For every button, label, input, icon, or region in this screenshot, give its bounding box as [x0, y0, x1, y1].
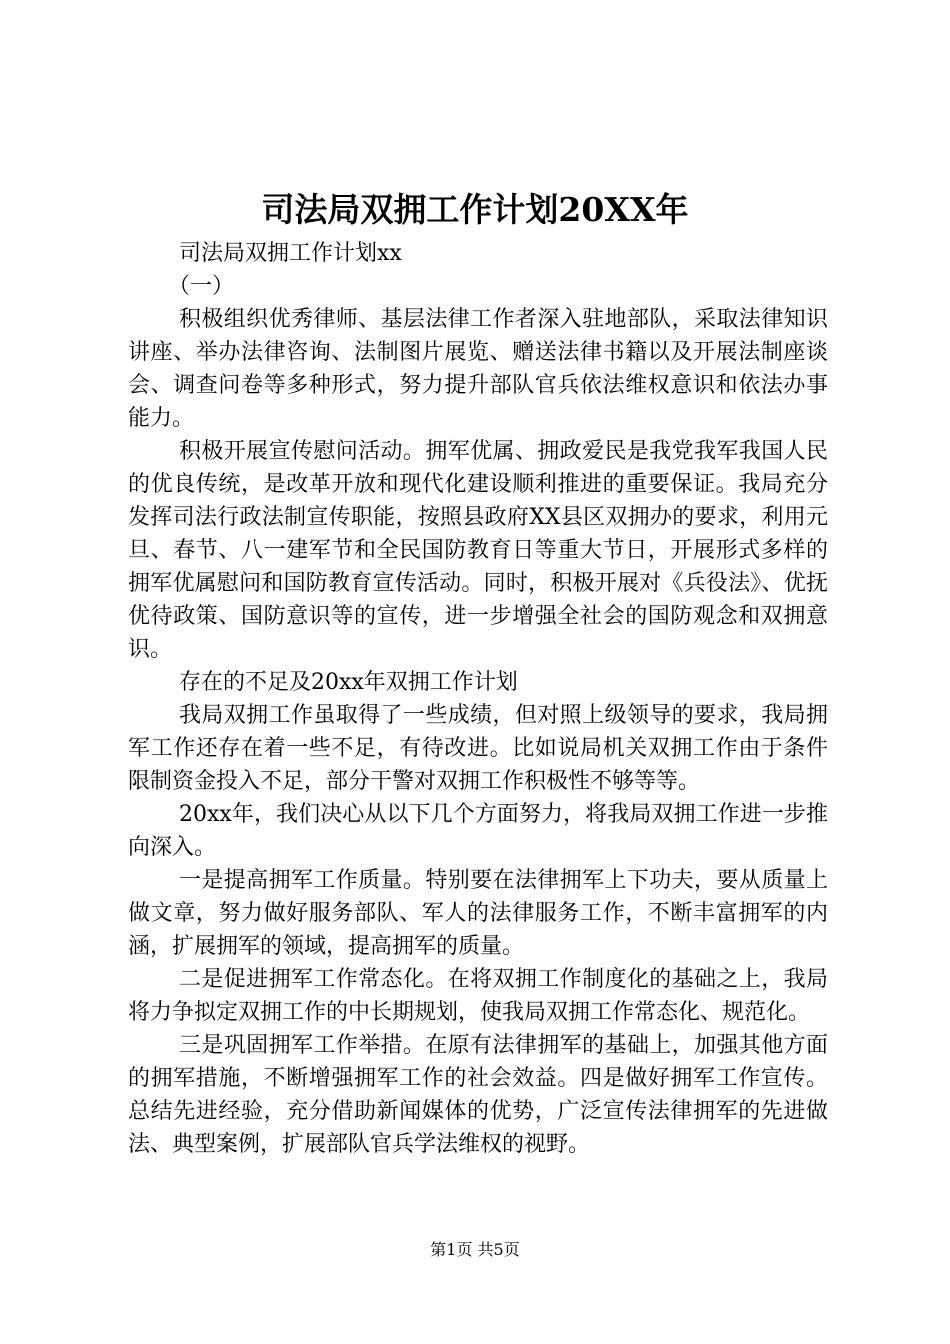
- body-paragraph: 20xx年，我们决心从以下几个方面努力，将我局双拥工作进一步推向深入。: [128, 802, 828, 860]
- section-heading: 存在的不足及20xx年双拥工作计划: [179, 670, 518, 695]
- body-paragraph: 积极开展宣传慰问活动。拥军优属、拥政爱民是我党我军我国人民的优良传统，是改革开放和现代化建设顺利推进的重要保证。我局充分发挥司法行政法制宣传职能，按照县政府XX县区双拥办的要求，利用元旦、春节、八一建军节和全民国防教育日等重大节日，开展形式多样的拥军优属慰问和国防教育宣传活动。同时，积极开展对《兵役法》、优抚优待政策、国防意识等的宣传，进一步增强全社会的国防观念和双拥意识。: [128, 439, 828, 662]
- subtitle-paragraph: 司法局双拥工作计划xx: [179, 241, 402, 266]
- body-paragraph: 一是提高拥军工作质量。特别要在法律拥军上下功夫，要从质量上做文章，努力做好服务部队、军人的法律服务工作，不断丰富拥军的内涵，扩展拥军的领域，提高拥军的质量。: [128, 868, 828, 959]
- body-paragraph: 二是促进拥军工作常态化。在将双拥工作制度化的基础之上，我局将力争拟定双拥工作的中长期规划，使我局双拥工作常态化、规范化。: [128, 967, 828, 1025]
- page-footer: 第1页 共5页: [430, 1240, 520, 1259]
- section-marker: （一）: [168, 274, 235, 299]
- body-paragraph: 三是巩固拥军工作举措。在原有法律拥军的基础上，加强其他方面的拥军措施，不断增强拥军工作的社会效益。四是做好拥军工作宣传。总结先进经验，充分借助新闻媒体的优势，广泛宣传法律拥军的先进做法、典型案例，扩展部队官兵学法维权的视野。: [128, 1033, 828, 1157]
- body-paragraph: 积极组织优秀律师、基层法律工作者深入驻地部队，采取法律知识讲座、举办法律咨询、法制图片展览、赠送法律书籍以及开展法制座谈会、调查问卷等多种形式，努力提升部队官兵依法维权意识和依法办事能力。: [128, 307, 828, 431]
- document-title: 司法局双拥工作计划20XX年: [261, 190, 689, 229]
- document-body: [128, 237, 828, 1161]
- body-paragraph: 我局双拥工作虽取得了一些成绩，但对照上级领导的要求，我局拥军工作还存在着一些不足，有待改进。比如说局机关双拥工作由于条件限制资金投入不足，部分干警对双拥工作积极性不够等等。: [128, 703, 828, 794]
